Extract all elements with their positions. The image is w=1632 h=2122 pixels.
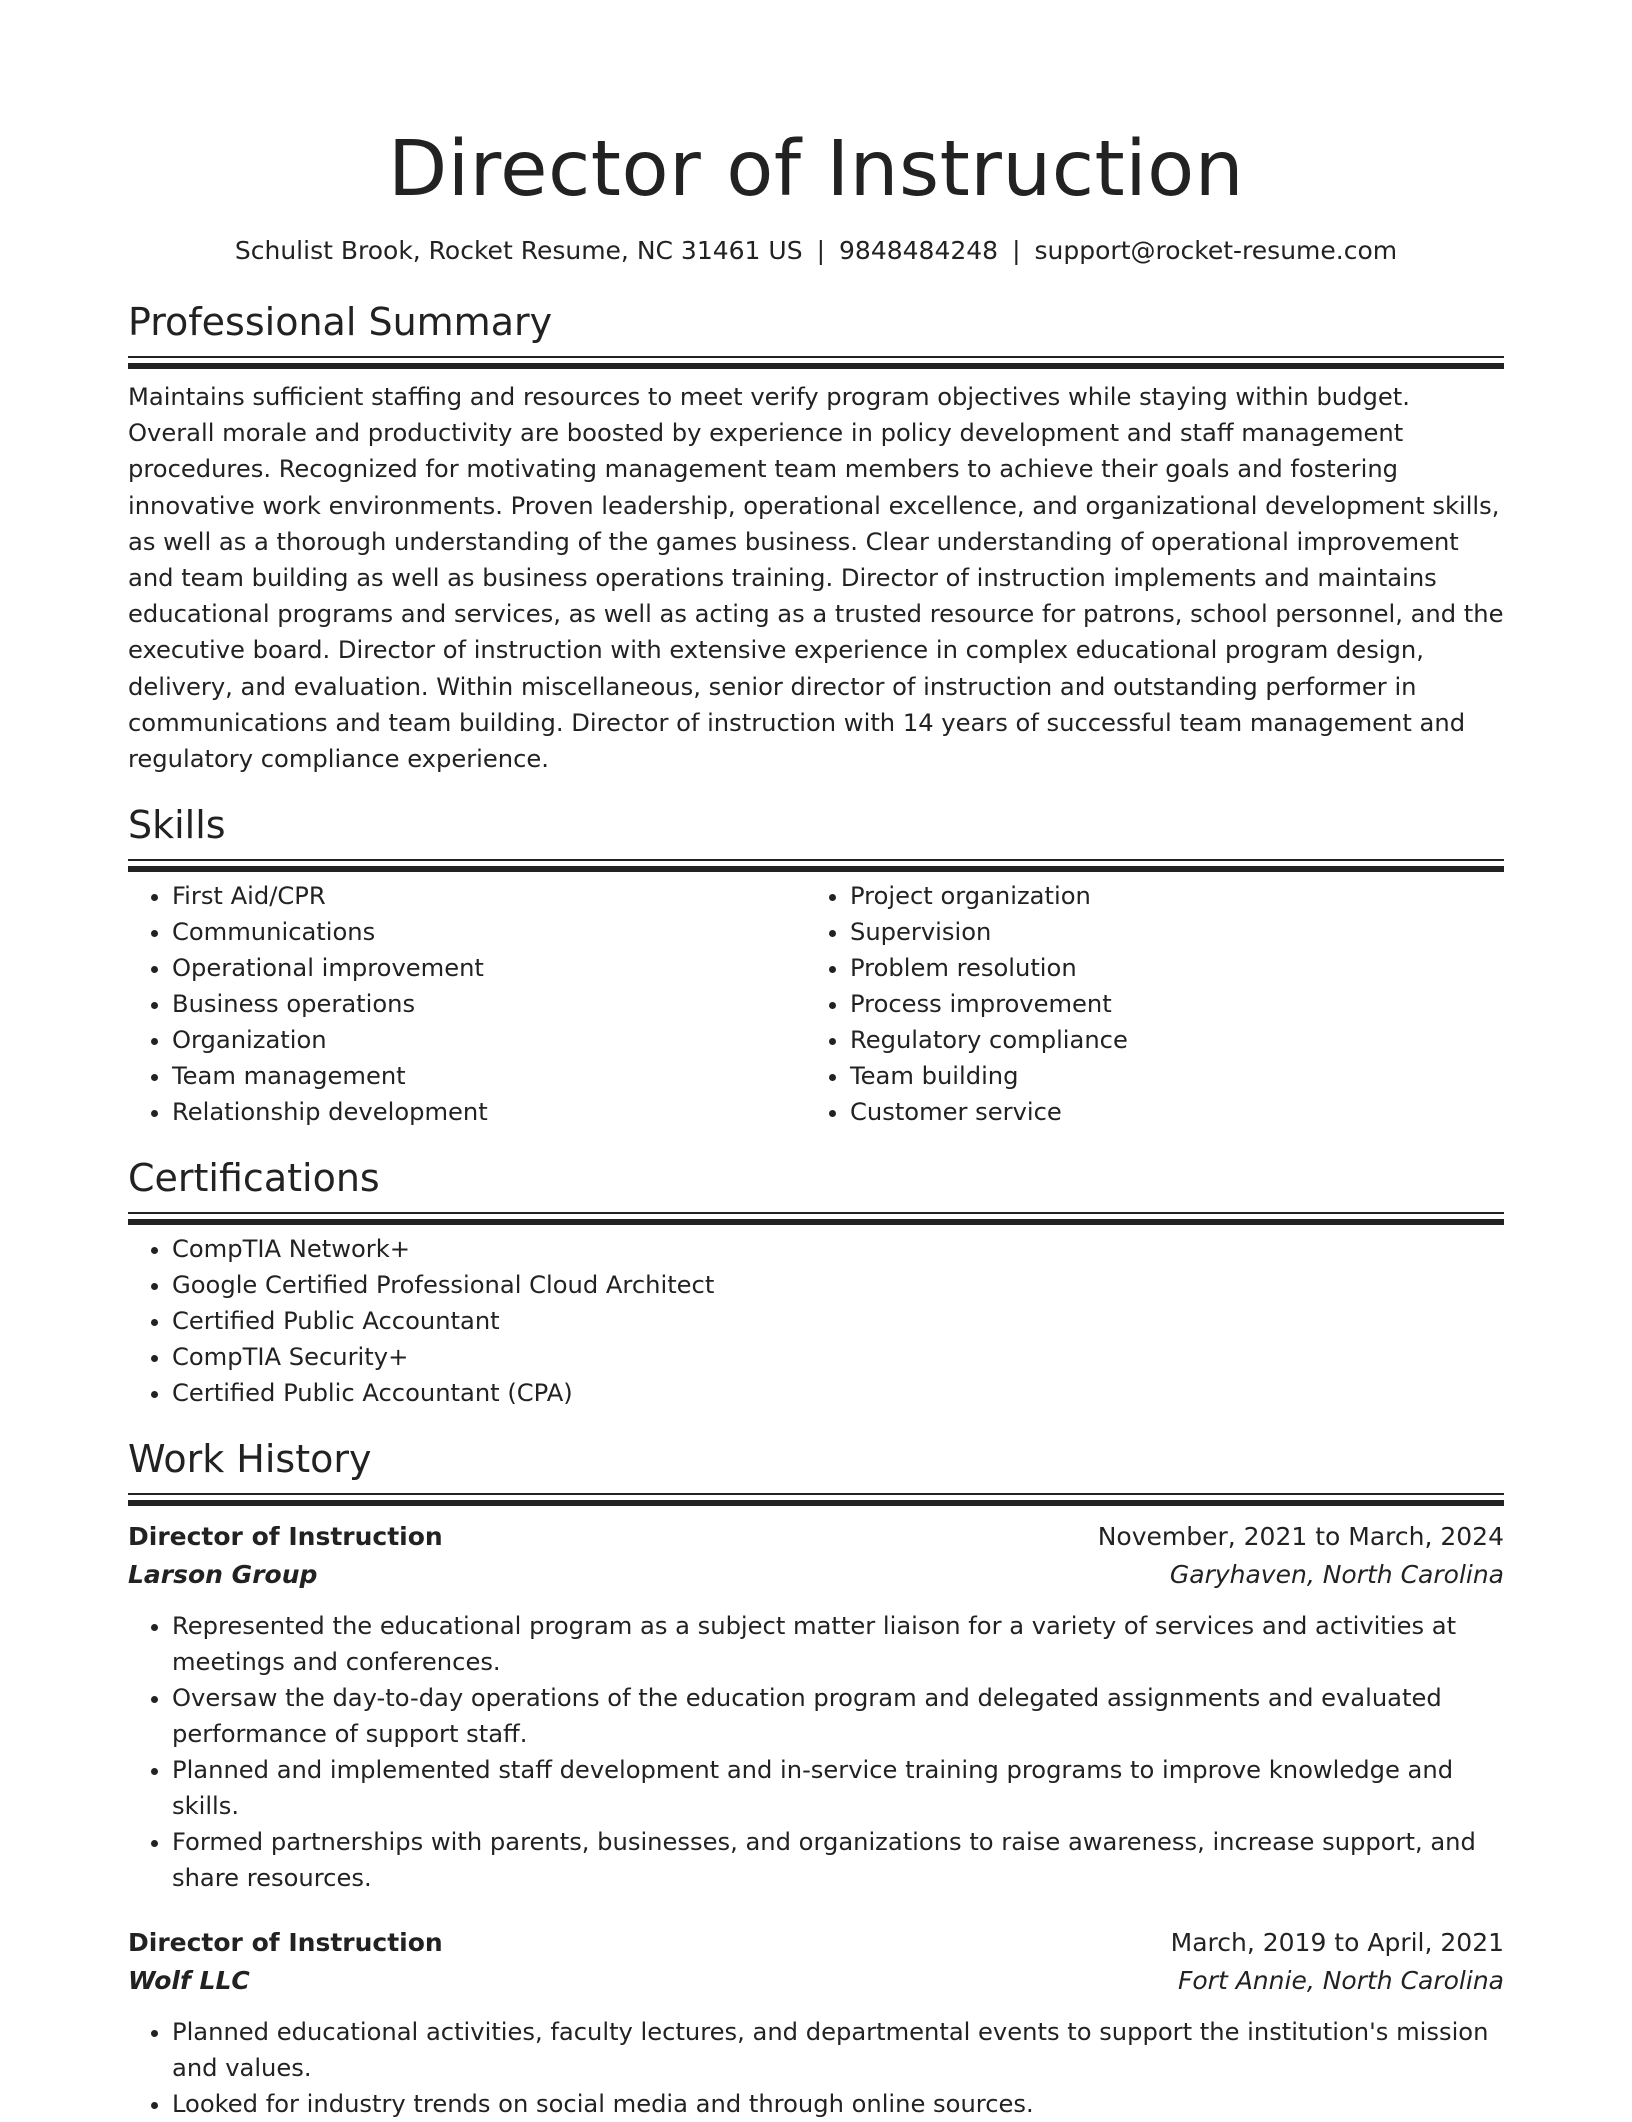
- skill-item: • Communications: [172, 914, 806, 950]
- contact-separator: |: [1012, 236, 1021, 265]
- skill-item: • Team management: [172, 1058, 806, 1094]
- skill-item: • Problem resolution: [850, 950, 1484, 986]
- job-header-row: [128, 1518, 1504, 1556]
- resume-page: [128, 0, 1504, 2122]
- job-header-row: [128, 1924, 1504, 1962]
- job-bullets: [128, 2014, 1504, 2122]
- job-company-row: [128, 1556, 1504, 1594]
- skill-item: • Process improvement: [850, 986, 1484, 1022]
- section-divider: [128, 1212, 1504, 1225]
- job-title: Director of Instruction: [128, 1928, 443, 1958]
- section-title-certifications: Certifications: [128, 1156, 380, 1201]
- certification-item: • Certified Public Accountant: [172, 1303, 1504, 1339]
- contact-line: [128, 234, 1504, 268]
- skills-left-list: [128, 878, 806, 1130]
- section-title-work-history: Work History: [128, 1437, 372, 1482]
- job-entry: [128, 1924, 1504, 2122]
- certification-item: • Certified Public Accountant (CPA): [172, 1375, 1504, 1411]
- section-title-skills: Skills: [128, 803, 226, 848]
- job-company: Larson Group: [128, 1560, 318, 1590]
- job-entry: [128, 1518, 1504, 1896]
- job-company: Wolf LLC: [128, 1966, 250, 1996]
- work-history-section: [128, 1435, 1504, 2122]
- skill-item: • Regulatory compliance: [850, 1022, 1484, 1058]
- skill-item: • Team building: [850, 1058, 1484, 1094]
- job-location: Fort Annie, North Carolina: [1178, 1966, 1504, 1996]
- job-dates: November, 2021 to March, 2024: [1097, 1522, 1504, 1552]
- skills-right-list: [806, 878, 1484, 1130]
- contact-phone: 9848484248: [839, 236, 999, 265]
- job-bullet: • Planned educational activities, faculty lectures, and departmental events to support the institution's mission and values.: [172, 2014, 1504, 2086]
- certifications-section: [128, 1154, 1504, 1411]
- contact-email[interactable]: support@rocket-resume.com: [1034, 236, 1398, 265]
- job-bullet: • Represented the educational program as a subject matter liaison for a variety of services and activities at meetings and conferences.: [172, 1608, 1504, 1680]
- job-location: Garyhaven, North Carolina: [1169, 1560, 1504, 1590]
- section-divider: [128, 1493, 1504, 1506]
- job-bullet: • Oversaw the day-to-day operations of the education program and delegated assignments and evaluated performance of support staff.: [172, 1680, 1504, 1752]
- certification-item: • Google Certified Professional Cloud Architect: [172, 1267, 1504, 1303]
- summary-section: [128, 298, 1504, 777]
- skill-item: • Customer service: [850, 1094, 1484, 1130]
- job-title: Director of Instruction: [128, 1522, 443, 1552]
- skill-item: • First Aid/CPR: [172, 878, 806, 914]
- certification-item: • CompTIA Network+: [172, 1231, 1504, 1267]
- skill-item: • Business operations: [172, 986, 806, 1022]
- skill-item: • Operational improvement: [172, 950, 806, 986]
- job-bullets: [128, 1608, 1504, 1896]
- summary-text: Maintains sufficient staffing and resources to meet verify program objectives while staying within budget. Overall morale and productivity are boosted by experience in policy development and staff management procedures. Recognized for motivating management team members to achieve their goals and fostering innovative work environments. Proven leadership, operational excellence, and organizational development skills, as well as a thorough understanding of the games business. Clear understanding of operational improvement and team building as well as business operations training. Director of instruction implements and maintains educational programs and services, as well as acting as a trusted resource for patrons, school personnel, and the executive board. Director of instruction with extensive experience in complex educational program design, delivery, and evaluation. Within miscellaneous, senior director of instruction and outstanding performer in communications and team building. Director of instruction with 14 years of successful team management and regulatory compliance experience.: [128, 383, 1504, 774]
- skill-item: • Supervision: [850, 914, 1484, 950]
- section-divider: [128, 859, 1504, 872]
- skills-grid: [128, 872, 1504, 1130]
- job-dates: March, 2019 to April, 2021: [1170, 1928, 1504, 1958]
- section-title-summary: Professional Summary: [128, 300, 553, 344]
- contact-separator: |: [816, 236, 826, 265]
- skill-item: • Organization: [172, 1022, 806, 1058]
- certifications-list: [128, 1231, 1504, 1411]
- job-bullet: • Planned and implemented staff development and in-service training programs to improve knowledge and skills.: [172, 1752, 1504, 1824]
- certification-item: • CompTIA Security+: [172, 1339, 1504, 1375]
- skills-section: [128, 801, 1504, 1130]
- job-bullet: • Looked for industry trends on social media and through online sources.: [172, 2086, 1504, 2122]
- skill-item: • Relationship development: [172, 1094, 806, 1130]
- job-bullet: • Formed partnerships with parents, businesses, and organizations to raise awareness, increase support, and share resources.: [172, 1824, 1504, 1896]
- resume-name: Director of Instruction: [387, 125, 1245, 214]
- skill-item: • Project organization: [850, 878, 1484, 914]
- contact-address: Schulist Brook, Rocket Resume, NC 31461 US: [234, 236, 803, 265]
- job-company-row: [128, 1962, 1504, 2000]
- section-divider: [128, 356, 1504, 369]
